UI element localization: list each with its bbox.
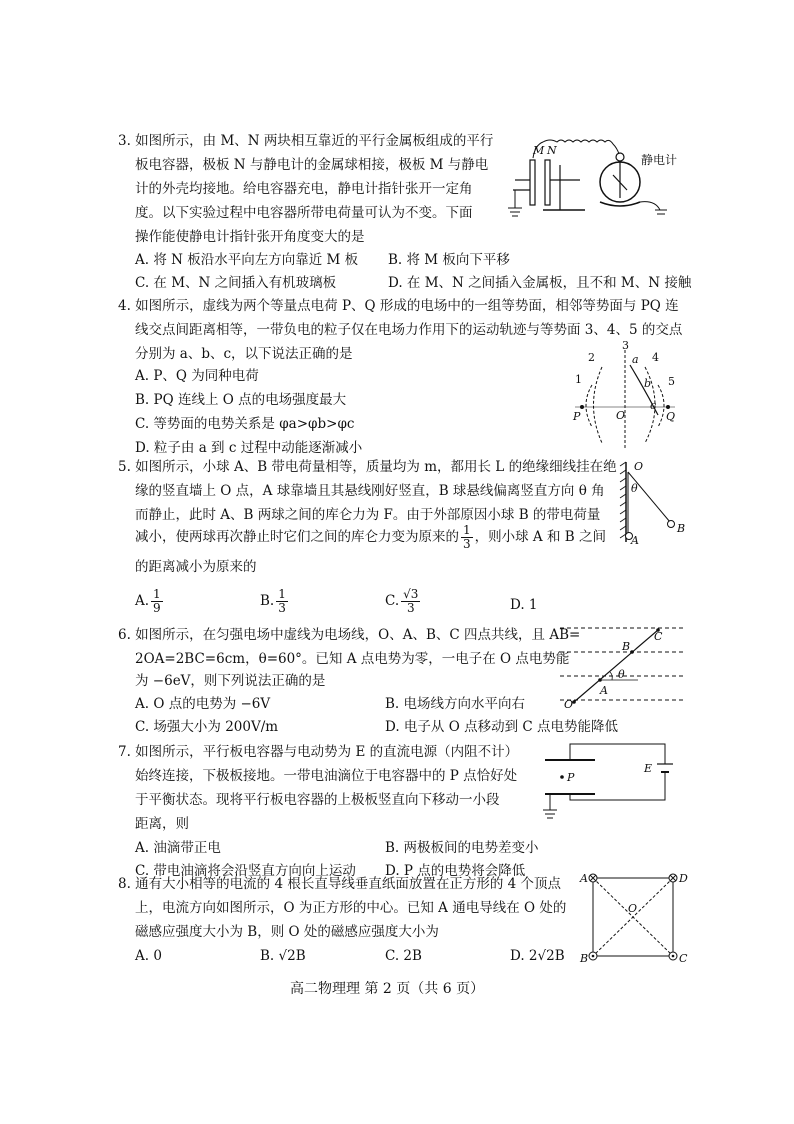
q5-label-b: B: [677, 522, 686, 535]
q5-label-theta: θ: [631, 482, 638, 495]
q3-line-5: 操作能使静电计指针张开角度变大的是: [135, 229, 365, 245]
q3-plate-n: [545, 160, 550, 205]
q8-option-a: A. 0: [135, 948, 162, 964]
q5-option-c: C. $\frac{√3}{3}$: [385, 587, 419, 615]
q3-option-b: B. 将 M 板向下平移: [388, 252, 510, 268]
q3-label-m: M: [533, 144, 545, 157]
q8-option-d: D. 2√2B: [510, 948, 565, 964]
q7-line-4: 距离，则: [135, 816, 189, 832]
q3-label-meter: 静电计: [641, 153, 678, 167]
q5-line-2: 缘的竖直墙上 O 点，A 球靠墙且其悬线刚好竖直，B 球悬线偏离竖直方向 θ 角: [135, 483, 605, 499]
q6-label-o: O: [564, 698, 574, 711]
q7-label-p: P: [567, 771, 575, 784]
q8-line-1: 8. 通有大小相等的电流的 4 根长直导线垂直纸面放置在正方形的 4 个顶点: [118, 876, 562, 892]
q7-capacitor-circuit-figure: [540, 738, 675, 823]
q3-label-n: N: [547, 144, 557, 157]
q4-equipotential-figure: [570, 339, 680, 455]
q5-label-a: A: [631, 534, 639, 547]
q5-line-3: 而静止，此时 A、B 两球之间的库仑力为 F。由于外部原因小球 B 的带电荷量: [135, 507, 601, 523]
q4-label-2: 2: [588, 351, 595, 364]
q3-line-1: 3. 如图所示，由 M、N 两块相互靠近的平行金属板组成的平行: [118, 133, 494, 149]
q6-option-a: A. O 点的电势为 −6V: [135, 696, 271, 712]
q3-option-d: D. 在 M、N 之间插入金属板，且不和 M、N 接触: [388, 275, 692, 291]
q8-label-d: D: [679, 872, 688, 885]
q8-label-b: B: [580, 952, 589, 965]
q8-label-o: O: [628, 902, 638, 915]
q5-option-b: B. $\frac{1}{3}$: [260, 587, 286, 615]
q6-label-theta: θ: [618, 668, 625, 681]
q4-label-o: O: [616, 409, 626, 422]
q3-line-2: 板电容器，极板 N 与静电计的金属球相接，极板 M 与静电: [135, 157, 489, 173]
q7-option-b: B. 两极板间的电势差变小: [385, 840, 539, 856]
q4-option-b: B. PQ 连线上 O 点的电场强度最大: [135, 392, 347, 408]
q3-plate-m: [530, 160, 535, 205]
q5-line-4-post: ，则小球 A 和 B 之间: [474, 529, 606, 545]
q8-square-wires-figure: [578, 870, 688, 965]
q5-label-o: O: [634, 460, 644, 473]
q4-label-3: 3: [622, 339, 629, 352]
q4-label-b: b: [644, 377, 652, 390]
q5-line-4: [135, 524, 606, 551]
q3-line-4: 度。以下实验过程中电容器所带电荷量可认为不变。下面: [135, 205, 473, 221]
q4-option-a: A. P、Q 为同种电荷: [135, 368, 259, 384]
q8-line-2: 上，电流方向如图所示，O 为正方形的中心。已知 A 通电导线在 O 处的: [135, 900, 567, 916]
q8-label-c: C: [679, 952, 688, 965]
q4-line-3: 分别为 a、b、c，以下说法正确的是: [135, 346, 353, 362]
q3-option-a: A. 将 N 板沿水平向左方向靠近 M 板: [135, 252, 359, 268]
q8-label-a: A: [580, 872, 588, 885]
q8-line-3: 磁感应强度大小为 B，则 O 处的磁感应强度大小为: [135, 924, 439, 940]
q7-label-e: E: [644, 762, 653, 775]
q5-line-5: 的距离减小为原来的: [135, 559, 257, 575]
q6-field-lines-figure: [560, 622, 685, 712]
q4-label-5: 5: [668, 375, 675, 388]
q8-wire-c-icon: [669, 952, 677, 960]
q8-wire-a-icon: [589, 874, 597, 882]
q4-label-q: Q: [666, 410, 676, 423]
q5-fraction: [461, 524, 473, 551]
q6-label-b: B: [622, 640, 631, 653]
q8-wire-b-icon: [589, 952, 597, 960]
q7-line-1: 7. 如图所示，平行板电容器与电动势为 E 的直流电源（内阻不计）: [118, 744, 519, 760]
q6-label-c: C: [654, 630, 663, 643]
q5-option-d: D. 1: [510, 597, 538, 613]
page-footer: 高二物理理 第 2 页（共 6 页）: [290, 981, 485, 997]
q5-fraction-den: 3: [463, 537, 471, 551]
q4-label-4: 4: [652, 351, 659, 364]
q8-wire-d-icon: [669, 874, 677, 882]
q7-option-d: D. P 点的电势将会降低: [385, 863, 526, 879]
q4-line-1: 4. 如图所示，虚线为两个等量点电荷 P、Q 形成的电场中的一组等势面，相邻等势面与 PQ 连: [118, 298, 679, 314]
q6-line-1: 6. 如图所示，在匀强电场中虚线为电场线，O、A、B、C 四点共线，且 AB=: [118, 627, 581, 643]
q6-line-2: 2OA=2BC=6cm，θ=60°。已知 A 点电势为零，一电子在 O 点电势能: [135, 651, 570, 667]
q7-option-c: C. 带电油滴将会沿竖直方向向上运动: [135, 863, 356, 879]
q4-label-1: 1: [575, 373, 582, 386]
q4-label-c: c: [650, 399, 657, 412]
q4-label-p: P: [573, 410, 581, 423]
q3-capacitor-electrometer-figure: [505, 130, 685, 225]
q7-line-3: 于平衡状态。现将平行板电容器的上极板竖直向下移动一小段: [135, 792, 500, 808]
q6-option-b: B. 电场线方向水平向右: [385, 696, 526, 712]
q7-line-2: 始终连接，下极板接地。一带电油滴位于电容器中的 P 点恰好处: [135, 768, 518, 784]
q4-option-d: D. 粒子由 a 到 c 过程中动能逐渐减小: [135, 440, 363, 456]
q4-label-a: a: [632, 353, 639, 366]
q6-label-a: A: [600, 684, 608, 697]
q5-charged-balls-figure: [618, 460, 688, 545]
q5-line-1: 5. 如图所示，小球 A、B 带电荷量相等，质量均为 m，都用长 L 的绝缘细线挂在绝: [118, 459, 617, 475]
q4-option-c: C. 等势面的电势关系是 φa>φb>φc: [135, 416, 355, 432]
q5-line-4-pre: 减小，使两球再次静止时它们之间的库仑力变为原来的: [135, 529, 459, 545]
q6-option-c: C. 场强大小为 200V/m: [135, 719, 279, 735]
q4-line-2: 线交点间距离相等，一带负电的粒子仅在电场力作用下的运动轨迹与等势面 3、4、5 的交点: [135, 322, 683, 338]
q6-line-3: 为 −6eV，则下列说法正确的是: [135, 673, 326, 689]
q3-option-c: C. 在 M、N 之间插入有机玻璃板: [135, 275, 337, 291]
q5-fraction-num: 1: [463, 523, 471, 537]
q3-line-3: 计的外壳均接地。给电容器充电，静电计指针张开一定角: [135, 181, 473, 197]
q8-option-b: B. √2B: [260, 948, 306, 964]
q5-option-a: A. $\frac{1}{9}$: [135, 587, 161, 615]
q8-option-c: C. 2B: [385, 948, 422, 964]
q7-option-a: A. 油滴带正电: [135, 840, 221, 856]
q6-option-d: D. 电子从 O 点移动到 C 点电势能降低: [385, 719, 618, 735]
